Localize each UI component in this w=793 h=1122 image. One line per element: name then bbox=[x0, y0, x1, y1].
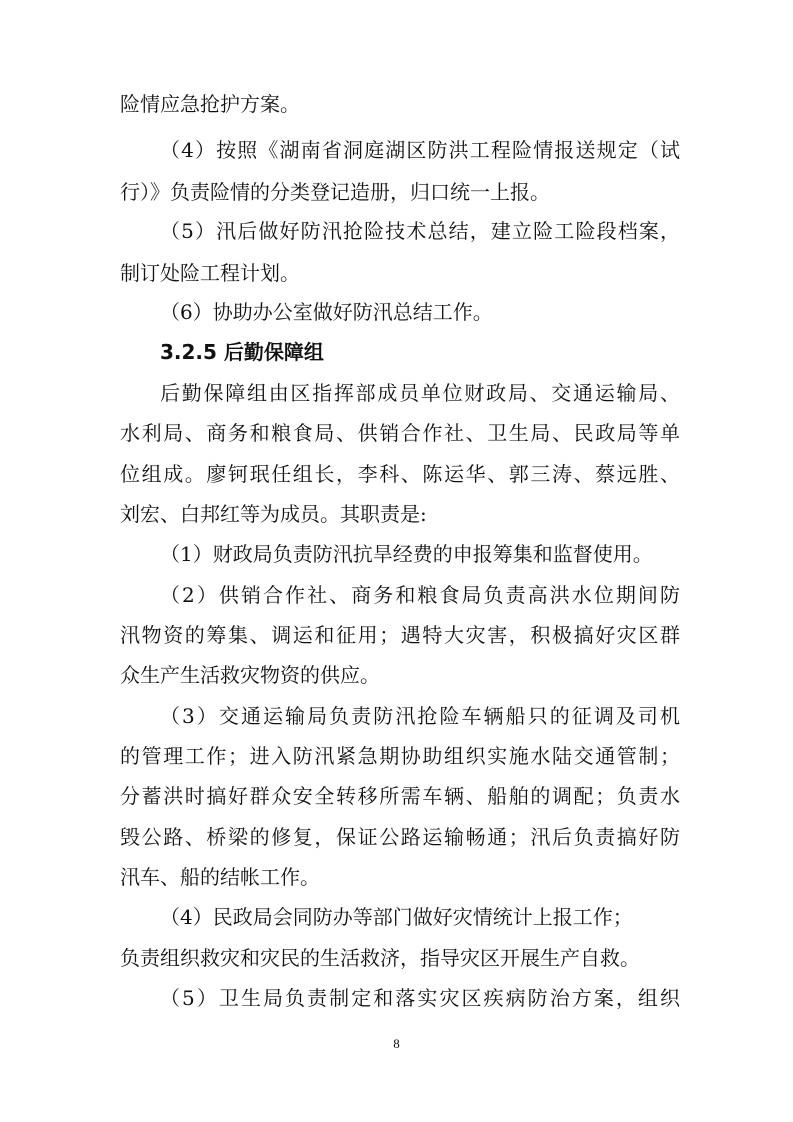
body-line: 险情应急抢护方案。 bbox=[120, 92, 300, 116]
body-line: 分蓄洪时搞好群众安全转移所需车辆、船舶的调配；负责水 bbox=[120, 784, 680, 808]
page-number: 8 bbox=[393, 1036, 400, 1051]
body-line: 刘宏、白邦红等为成员。其职责是: bbox=[120, 502, 427, 526]
body-line: 位组成。廖钶珉任组长，李科、陈运华、郭三涛、蔡远胜、 bbox=[120, 462, 680, 486]
section-heading: 3.2.5 后勤保障组 bbox=[160, 340, 324, 364]
body-line: 汛物资的筹集、调运和征用；遇特大灾害，积极搞好灾区群 bbox=[120, 623, 680, 647]
list-item-line: （5）汛后做好防汛抢险技术总结，建立险工险段档案， bbox=[160, 219, 680, 243]
list-item-line: （4）按照《湖南省洞庭湖区防洪工程险情报送规定（试 bbox=[160, 138, 680, 162]
body-line: 毁公路、桥梁的修复，保证公路运输畅通；汛后负责搞好防 bbox=[120, 825, 680, 849]
list-item-line: （3）交通运输局负责防汛抢险车辆船只的征调及司机 bbox=[160, 704, 680, 728]
body-line: 的管理工作；进入防汛紧急期协助组织实施水陆交通管制； bbox=[120, 744, 680, 768]
list-item-line: （6）协助办公室做好防汛总结工作。 bbox=[160, 300, 493, 324]
list-item-line: （5）卫生局负责制定和落实灾区疾病防治方案，组织 bbox=[160, 986, 680, 1010]
list-item-line: （2）供销合作社、商务和粮食局负责高洪水位期间防 bbox=[160, 583, 680, 607]
body-line: 汛车、船的结帐工作。 bbox=[120, 865, 320, 889]
body-line: 水利局、商务和粮食局、供销合作社、卫生局、民政局等单 bbox=[120, 421, 680, 445]
body-line: 行）》负责险情的分类登记造册，归口统一上报。 bbox=[120, 180, 550, 204]
body-line: 众生产生活救灾物资的供应。 bbox=[120, 663, 380, 687]
body-line: 制订处险工程计划。 bbox=[120, 261, 300, 285]
list-item-line: （4）民政局会同防办等部门做好灾情统计上报工作； bbox=[160, 905, 633, 929]
paragraph-line: 后勤保障组由区指挥部成员单位财政局、交通运输局、 bbox=[160, 381, 680, 405]
body-line: 负责组织救灾和灾民的生活救济，指导灾区开展生产自救。 bbox=[120, 946, 640, 970]
list-item-line: （1）财政局负责防汛抗旱经费的申报筹集和监督使用。 bbox=[160, 542, 653, 566]
